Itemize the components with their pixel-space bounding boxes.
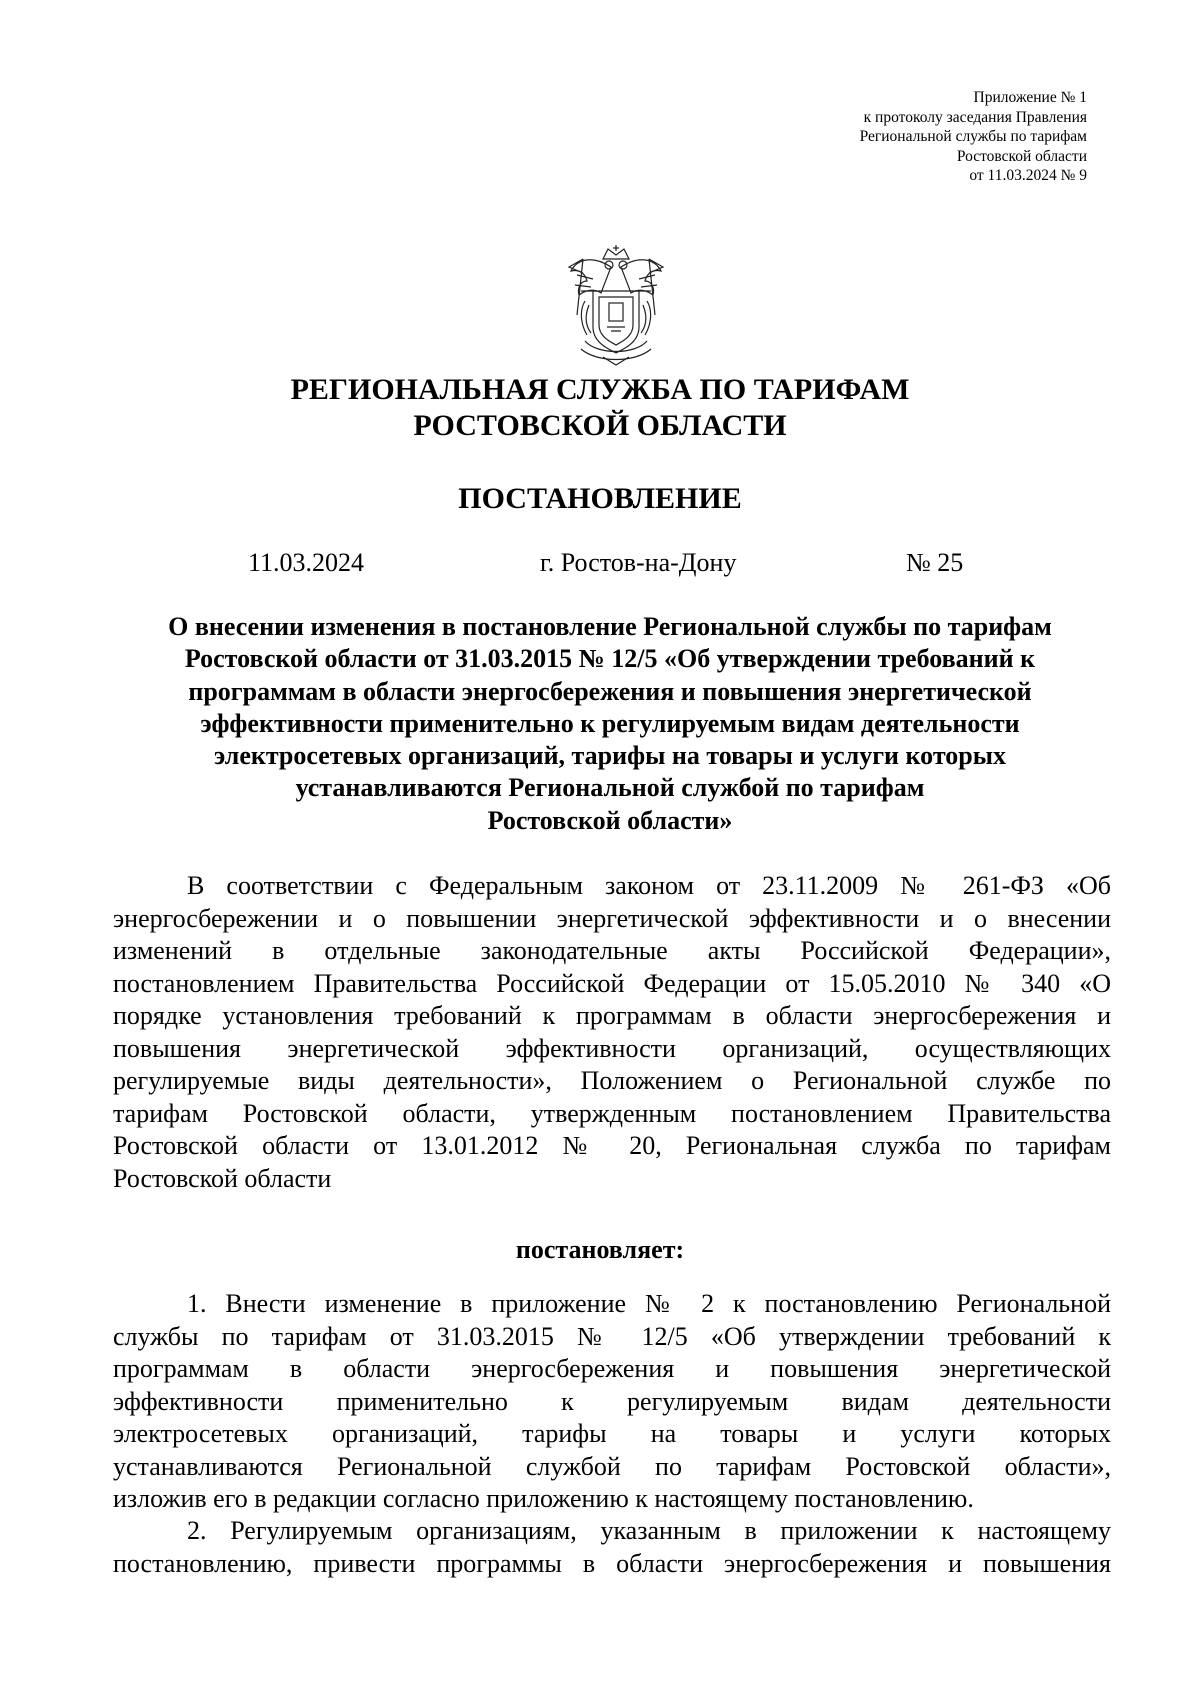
preamble-paragraph (113, 870, 1111, 1195)
subject-line: эффективности применительно к регулируемым видам деятельности (200, 708, 1020, 738)
coat-of-arms-emblem (563, 245, 669, 366)
document-date: 11.03.2024 (248, 548, 365, 577)
paragraph-line: постановлением Правительства Российской Федерации от 15.05.2010 № 340 «О (113, 968, 1111, 998)
paragraph-line: 2. Регулируемым организациям, указанным в приложении к настоящему (187, 1516, 1111, 1545)
document-type: ПОСТАНОВЛЕНИЕ (458, 482, 742, 515)
paragraph-line: регулируемые виды деятельности», Положением о Региональной службе по (113, 1066, 1111, 1095)
paragraph-line: электросетевых организаций, тарифы на товары и услуги которых (113, 1419, 1111, 1448)
subject-line: программам в области энергосбережения и повышения энергетической (188, 676, 1032, 706)
paragraph-line: изложив его в редакции согласно приложению к настоящему постановлению. (113, 1484, 974, 1513)
subject-line: Ростовской области» (487, 805, 733, 835)
paragraph-line: энергосбережении и о повышении энергетической эффективности и о внесении (113, 903, 1111, 933)
paragraph-line: повышения энергетической эффективности организаций, осуществляющих (113, 1033, 1111, 1063)
paragraph-line: постановлению, привести программы в области энергосбережения и повышения (113, 1548, 1111, 1578)
paragraph-line: эффективности применительно к регулируемым видам деятельности (113, 1386, 1111, 1416)
appendix-line: к протоколу заседания Правления (863, 108, 1087, 126)
appendix-line: Ростовской области (956, 147, 1087, 165)
paragraph-line: программам в области энергосбережения и повышения энергетической (113, 1354, 1111, 1383)
subject-line: электросетевых организаций, тарифы на товары и услуги которых (213, 741, 1007, 771)
item-1-paragraph (113, 1288, 1111, 1516)
document-subject (110, 611, 1110, 837)
paragraph-line: изменений в отдельные законодательные акты Российской Федерации», (113, 936, 1111, 965)
appendix-line: от 11.03.2024 № 9 (969, 167, 1087, 184)
appendix-note (667, 88, 1087, 186)
organization-title (0, 372, 1200, 444)
subject-line: Ростовской области от 31.03.2015 № 12/5 «Об утверждении требований к (184, 644, 1036, 674)
item-2-paragraph (113, 1515, 1111, 1580)
resolution-keyword: постановляет: (515, 1235, 685, 1264)
paragraph-line: 1. Внести изменение в приложение № 2 к постановлению Региональной (187, 1289, 1111, 1318)
paragraph-line: Ростовской области от 13.01.2012 № 20, Региональная служба по тарифам (113, 1131, 1111, 1160)
organization-title-line: РЕГИОНАЛЬНАЯ СЛУЖБА ПО ТАРИФАМ (290, 373, 910, 406)
document-city: г. Ростов-на-Дону (540, 548, 737, 577)
paragraph-line: устанавливаются Региональной службой по тарифам Ростовской области», (113, 1451, 1111, 1481)
appendix-line: Региональной службы по тарифам (859, 128, 1087, 145)
paragraph-line: В соответствии с Федеральным законом от 23.11.2009 № 261-ФЗ «Об (187, 871, 1111, 900)
paragraph-line: Ростовской области (113, 1163, 332, 1193)
document-number: № 25 (906, 548, 964, 577)
paragraph-line: порядке установления требований к программам в области энергосбережения и (113, 1001, 1111, 1030)
subject-line: устанавливаются Региональной службой по тарифам (295, 773, 925, 803)
subject-line: О внесении изменения в постановление Региональной службы по тарифам (168, 612, 1052, 641)
organization-title-line: РОСТОВСКОЙ ОБЛАСТИ (413, 409, 787, 442)
paragraph-line: службы по тарифам от 31.03.2015 № 12/5 «Об утверждении требований к (113, 1321, 1111, 1351)
paragraph-line: тарифам Ростовской области, утвержденным постановлением Правительства (113, 1098, 1111, 1128)
appendix-line: Приложение № 1 (973, 89, 1087, 106)
